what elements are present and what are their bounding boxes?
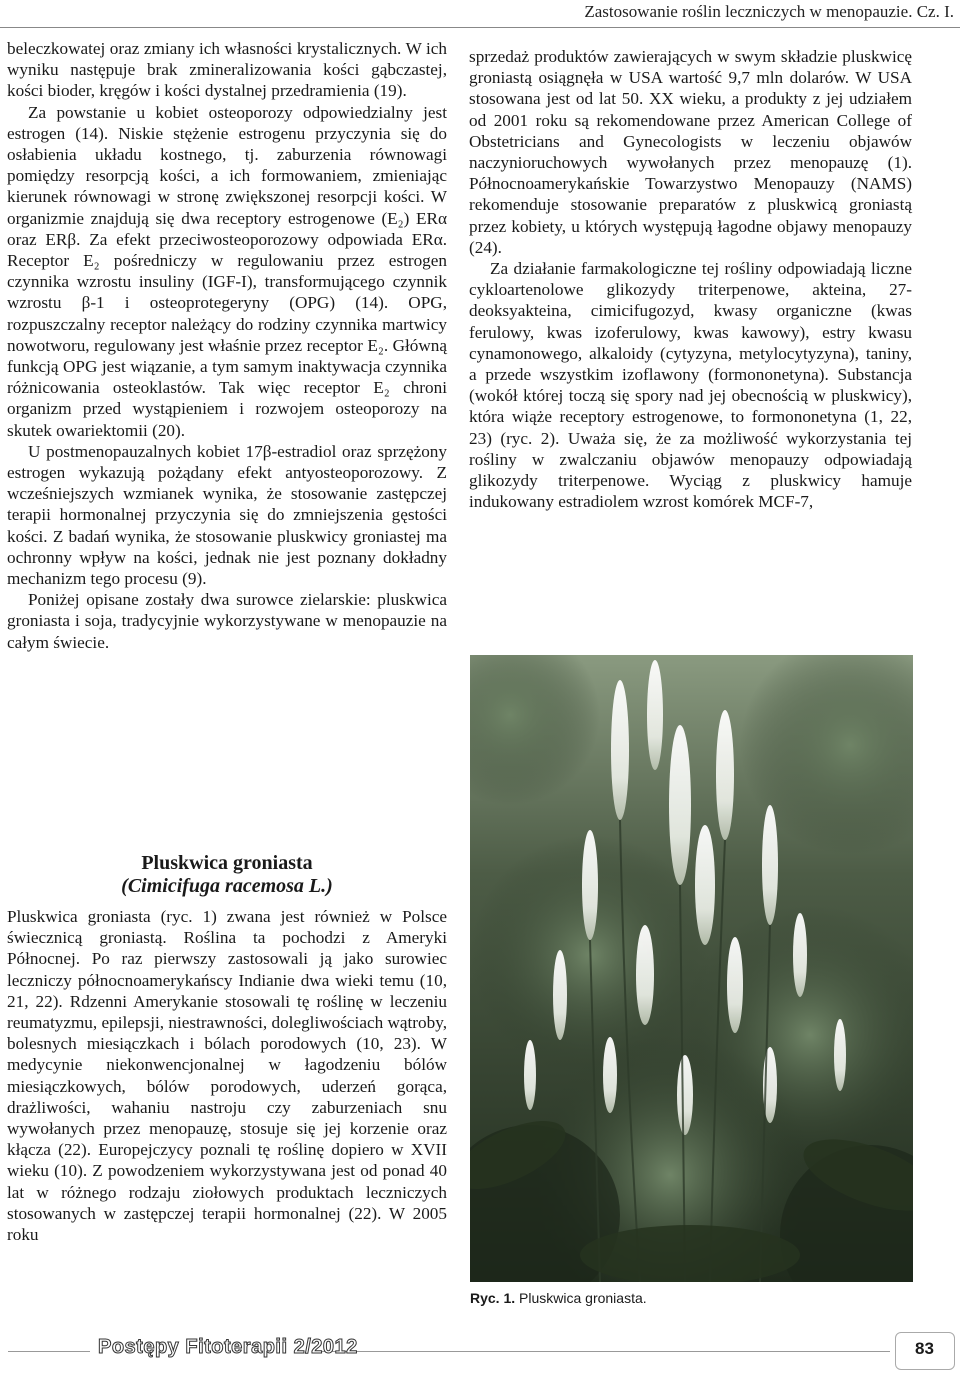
figure-label: Ryc. 1.: [470, 1290, 516, 1306]
running-head: Zastosowanie roślin leczniczych w menopauzie. Cz. I.: [584, 2, 954, 21]
plant-photo: [470, 655, 913, 1282]
left-bottom-column: [7, 906, 447, 1245]
page-footer: [0, 1332, 960, 1372]
paragraph: sprzedaż produktów zawierających w swym składzie pluskwicę groniastą osiągnęła w USA wartość 9,7 mln dolarów. W USA stosowana jest od lat 50. XX wieku, a produkty z jej udziałem od 2001 roku są rekomendowane przez American College of Obstetricians and Gynecologists w leczeniu objawów naczynioruchowych wywołanych przez menopauzę (1). Północnoamerykańskie Towarzystwo Menopauzy (NAMS) rekomenduje stosowanie preparatów z pluskwicą groniastą przez kobiety, u których występują łagodne objawy menopauzy (24).: [469, 47, 912, 257]
footer-rule: [320, 1351, 890, 1352]
section-heading: [7, 852, 447, 898]
header-rule: [0, 27, 960, 28]
section-title: Pluskwica groniasta: [141, 852, 313, 874]
paragraph: beleczkowatej oraz zmiany ich własności krystalicznych. W ich wyniku następuje brak zmineralizowania kości gąbczastej, kości bioder, kręgów i kości dystalnej przedramienia (19).: [7, 39, 447, 101]
paragraph: Za powstanie u kobiet osteoporozy odpowiedzialny jest estrogen (14). Niskie stężenie estrogenu przyczynia się do osłabienia układu kostnego, tj. zaburzenia równowagi pomiędzy resorpcją kości, a ich formowaniem, zmieniając kierunek równowagi w stronę zwiększonej resorpcji kości. W organizmie znajdują się dwa receptory estrogenowe (E₂) ERα oraz ERβ. Za efekt przeciwosteoporozowy odpowiada ERα. Receptor E₂ pośredniczy w regulowaniu przez estrogen czynnika wzrostu insuliny (IGF-I), transformującego czynnik wzrostu β-1 i osteoprotegeryny (OPG) (14). OPG, rozpuszczalny receptor należący do rodziny czynnika martwicy nowotworu, regulowany jest właśnie przez receptor E₂. Główną funkcją OPG jest wiązanie, a tym samym inaktywacja czynnika różnicowania osteoklastów. Tak więc receptor E₂ chroni organizm przed wystąpieniem i rozwojem osteoporozy na skutek owariektomii (20).: [7, 102, 447, 440]
paragraph: U postmenopauzalnych kobiet 17β-estradiol oraz sprzężony estrogen wykazują pożądany efekt antyosteoporozowy. Z wcześniejszych wzmianek wynika, że stosowanie zastępczej terapii hormonalnej przyczynia się do zmniejszenia gęstości kości. Z badań wynika, że stosowanie pluskwicy groniastej ma ochronny wpływ na kości, jednak nie jest poznany dokładny mechanizm tego procesu (9).: [7, 441, 447, 589]
section-latin-name: (Cimicifuga racemosa L.): [121, 875, 333, 897]
right-column: [469, 46, 912, 512]
footer-rule: [8, 1351, 90, 1352]
paragraph: Pluskwica groniasta (ryc. 1) zwana jest również w Polsce świecznicą groniastą. Roślina ta pochodzi z Ameryki Północnej. Po raz pierwszy zastosowali ją jako surowiec leczniczy północnoamerykańscy Indianie dwa wieki temu (10, 21, 22). Rdzenni Amerykanie stosowali tę roślinę w leczeniu reumatyzmu, epilepsji, niestrawności, dolegliwościach wątroby, bolesnych miesiączkach i bólach porodowych (10, 23). W medycynie niekonwencjonalnej w łagodzeniu bólów miesiączkowych, bólów porodowych, uderzeń gorąca, drażliwości, wahaniu nastroju czy zaburzeniach snu wywołanych przez menopauzę, stosuje się jej korzenie oraz kłącza (22). Europejczycy poznali tę roślinę dopiero w XVII wieku (10). Z powodzeniem wykorzystywana jest od ponad 40 lat w różnego rodzaju ziołowych produktach leczniczych stosowanych w zastępczej terapii hormonalnej (22). W 2005 roku: [7, 907, 447, 1245]
plant-photo-illustration: [470, 655, 913, 1282]
figure-caption-text: Pluskwica groniasta.: [519, 1290, 647, 1306]
paragraph: Poniżej opisane zostały dwa surowce zielarskie: pluskwica groniasta i soja, tradycyjnie wykorzystywane w menopauzie na całym świecie.: [7, 590, 447, 652]
journal-name: Postępy Fitoterapii 2/2012: [98, 1336, 358, 1358]
page-number: 83: [915, 1339, 934, 1358]
figure-caption: [470, 1290, 647, 1306]
left-column: [7, 38, 447, 653]
paragraph: Za działanie farmakologiczne tej rośliny odpowiadają liczne cykloartenolowe glikozydy triterpenowe, akteina, 27-deoksyakteina, cimicifugozyd, kwasy organiczne (kwas ferulowy, kwas izoferulowy, kwas kawowy), estry kwasu cynamonowego, alkaloidy (cytyzyna, metylocytyzyna), taniny, a przede wszystkim izoflawony (formononetyna). Substancja (wokół której toczą się spory nad jej obecnością w pluskwicy), która wiąże receptory estrogenowe, to formononetyna (1, 22, 23) (ryc. 2). Uważa się, że za możliwość wykorzystania tej rośliny w zwalczaniu objawów menopauzy odpowiadają glikozydy triterpenowe. Wyciąg z pluskwicy hamuje indukowany estradiolem wzrost komórek MCF-7,: [469, 259, 912, 512]
